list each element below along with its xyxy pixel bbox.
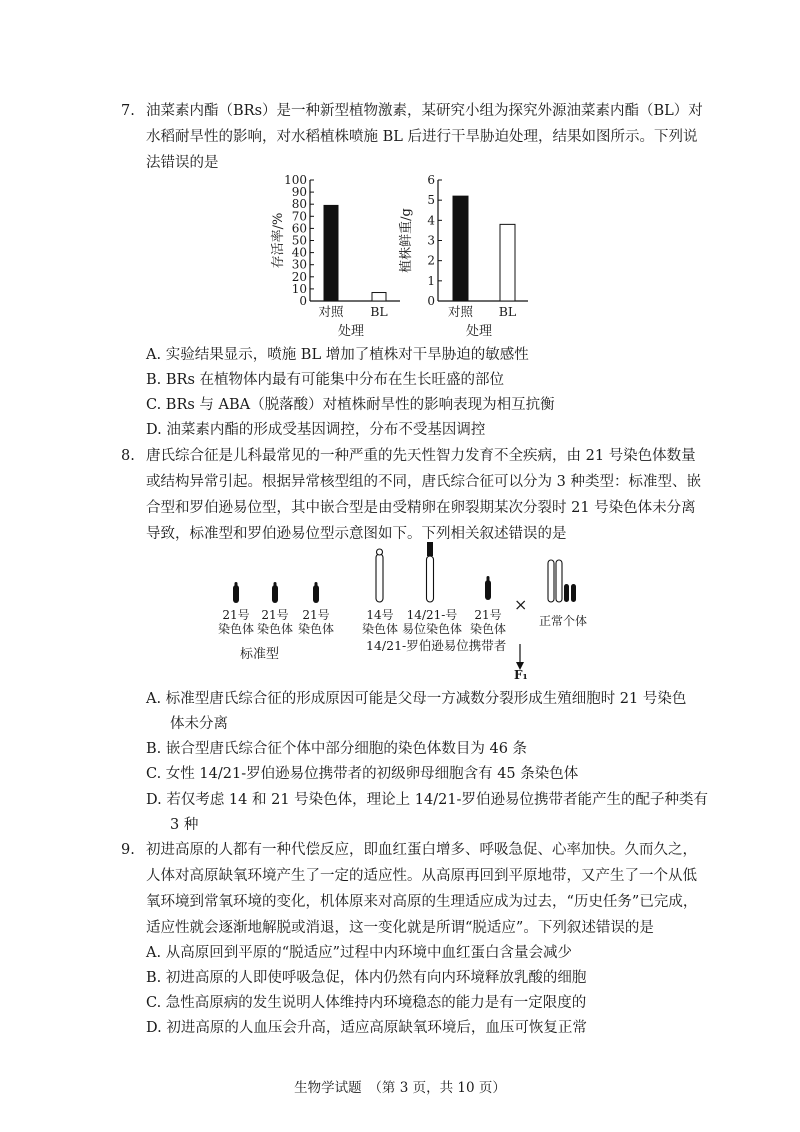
option-a[interactable] bbox=[146, 943, 572, 963]
chromosome-label: 21号 染色体 bbox=[297, 608, 334, 636]
y-tick-label: 60 bbox=[291, 221, 307, 236]
option-b[interactable] bbox=[146, 968, 586, 988]
y-tick-label: 70 bbox=[291, 209, 307, 224]
stem-line: 导致，标准型和罗伯逊易位型示意图如下。下列相关叙述错误的是 bbox=[146, 526, 567, 542]
y-tick-label: 0 bbox=[427, 294, 435, 308]
y-tick-label: 10 bbox=[291, 281, 307, 296]
question-number: 9. bbox=[121, 842, 135, 858]
chart-survival-rate bbox=[271, 173, 400, 339]
chromosome-label: 21号 染色体 bbox=[217, 608, 254, 636]
chromosome-label: 14/21-号 易位染色体 bbox=[401, 608, 462, 636]
option-b[interactable] bbox=[146, 370, 504, 390]
y-tick-label: 5 bbox=[427, 193, 435, 208]
question-number: 7. bbox=[121, 103, 135, 119]
option-text: 初进高原的人即使呼吸急促，体内仍然有向内环境释放乳酸的细胞 bbox=[165, 970, 587, 986]
option-d[interactable] bbox=[146, 1018, 587, 1038]
option-label: B. bbox=[146, 372, 162, 388]
y-tick-label: 40 bbox=[291, 245, 307, 260]
category-label: BL bbox=[370, 304, 388, 319]
stem-line: 初进高原的人都有一种代偿反应，即血红蛋白增多、呼吸急促、心率加快。久而久之， bbox=[146, 842, 697, 858]
chromosome-21-icon bbox=[485, 576, 491, 600]
y-tick-label: 3 bbox=[427, 233, 435, 248]
chart-fresh-weight bbox=[398, 173, 528, 339]
option-label: C. bbox=[146, 397, 162, 413]
translocation-chromosome-icon bbox=[427, 542, 434, 602]
option-c[interactable] bbox=[146, 395, 555, 415]
y-axis-label: 植株鲜重/g bbox=[399, 208, 414, 273]
bar-control bbox=[324, 205, 338, 301]
category-label: 对照 bbox=[318, 304, 344, 319]
chromosome-label: 14号 染色体 bbox=[361, 608, 398, 636]
option-text: 从高原回到平原的“脱适应”过程中内环境中血红蛋白含量会减少 bbox=[165, 945, 573, 961]
y-tick-label: 20 bbox=[291, 269, 307, 284]
option-label: B. bbox=[146, 741, 162, 757]
option-c[interactable] bbox=[146, 764, 578, 784]
bar-bl bbox=[372, 293, 386, 301]
option-a[interactable] bbox=[146, 345, 529, 365]
page-footer: 生物学试题 （第 3 页，共 10 页） bbox=[294, 1080, 506, 1096]
y-tick-label: 30 bbox=[291, 257, 307, 272]
option-b[interactable] bbox=[146, 739, 527, 759]
option-text: BRs 在植物体内最有可能集中分布在生长旺盛的部位 bbox=[165, 372, 504, 388]
option-text: 油菜素内酯的形成受基因调控，分布不受基因调控 bbox=[166, 422, 486, 438]
y-tick-label: 4 bbox=[427, 213, 435, 228]
option-text: 若仅考虑 14 和 21 号染色体，理论上 14/21-罗伯逊易位携带者能产生的配子种类有 bbox=[166, 792, 708, 808]
y-tick-label: 80 bbox=[291, 197, 307, 212]
option-c[interactable] bbox=[146, 993, 586, 1013]
category-label: BL bbox=[498, 304, 517, 319]
option-label: B. bbox=[146, 970, 162, 986]
option-text: 初进高原的人血压会升高，适应高原缺氧环境后，血压可恢复正常 bbox=[166, 1020, 587, 1036]
cross-symbol: × bbox=[514, 595, 528, 614]
option-label: A. bbox=[146, 691, 162, 707]
option-text: 嵌合型唐氏综合征个体中部分细胞的染色体数目为 46 条 bbox=[165, 741, 528, 757]
option-text: 标准型唐氏综合征的形成原因可能是父母一方减数分裂形成生殖细胞时 21 号染色 bbox=[165, 691, 687, 707]
stem-line: 水稻耐旱性的影响，对水稻植株喷施 BL 后进行干旱胁迫处理，结果如图所示。下列说 bbox=[146, 129, 698, 145]
option-label: A. bbox=[146, 945, 162, 961]
carrier-caption: 14/21-罗伯逊易位携带者 bbox=[366, 638, 507, 653]
y-tick-label: 100 bbox=[284, 173, 307, 187]
option-label: D. bbox=[146, 1020, 162, 1036]
standard-type-caption: 标准型 bbox=[240, 647, 280, 662]
option-label: D. bbox=[146, 792, 162, 808]
y-axis-label: 存活率/% bbox=[271, 212, 286, 269]
option-label: C. bbox=[146, 766, 162, 782]
f1-label: F₁ bbox=[514, 668, 528, 682]
chromosome-21-icon bbox=[272, 582, 278, 603]
option-text: 实验结果显示，喷施 BL 增加了植株对干旱胁迫的敏感性 bbox=[165, 347, 529, 363]
y-tick-label: 0 bbox=[299, 294, 307, 308]
option-d[interactable] bbox=[146, 790, 708, 810]
stem-line: 氧环境到常氧环境的变化，机体原来对高原的生理适应成为过去，“历史任务”已完成， bbox=[146, 894, 698, 910]
normal-individual-label: 正常个体 bbox=[539, 614, 588, 628]
bar-control bbox=[453, 196, 468, 301]
option-text: BRs 与 ABA（脱落酸）对植株耐旱性的影响表现为相互抗衡 bbox=[165, 397, 555, 413]
y-tick-label: 6 bbox=[427, 173, 435, 187]
y-tick-label: 1 bbox=[427, 273, 435, 288]
y-tick-label: 50 bbox=[291, 233, 307, 248]
chromosome-14-icon bbox=[376, 549, 383, 602]
option-a[interactable] bbox=[146, 689, 686, 709]
option-label: A. bbox=[146, 347, 162, 363]
stem-line: 合型和罗伯逊易位型，其中嵌合型是由受精卵在卵裂期某次分裂时 21 号染色体未分离 bbox=[146, 500, 696, 516]
option-label: D. bbox=[146, 422, 162, 438]
stem-line: 油菜素内酯（BRs）是一种新型植物激素，某研究小组为探究外源油菜素内酯（BL）对 bbox=[146, 103, 703, 119]
stem-line: 或结构异常引起。根据异常核型组的不同，唐氏综合征可以分为 3 种类型：标准型、嵌 bbox=[146, 474, 701, 490]
category-label: 对照 bbox=[447, 304, 474, 319]
stem-line: 人体对高原缺氧环境产生了一定的适应性。从高原再回到平原地带，又产生了一个从低 bbox=[146, 868, 697, 884]
x-axis-label: 处理 bbox=[337, 324, 365, 339]
chromosome-label: 21号 染色体 bbox=[469, 608, 506, 636]
option-d[interactable] bbox=[146, 420, 485, 440]
chromosome-label: 21号 染色体 bbox=[256, 608, 293, 636]
stem-line: 唐氏综合征是儿科最常见的一种严重的先天性智力发育不全疾病，由 21 号染色体数量 bbox=[146, 448, 696, 464]
bar-bl bbox=[500, 224, 515, 301]
chromosome-diagram bbox=[200, 540, 620, 685]
y-tick-label: 2 bbox=[427, 253, 435, 268]
chromosome-21-icon bbox=[313, 582, 319, 603]
chromosome-21-icon bbox=[233, 582, 239, 603]
option-text: 急性高原病的发生说明人体维持内环境稳态的能力是有一定限度的 bbox=[165, 995, 587, 1011]
option-d-continued: 3 种 bbox=[170, 817, 199, 833]
question-number: 8. bbox=[121, 448, 135, 464]
bar-charts bbox=[255, 168, 545, 343]
x-axis-label: 处理 bbox=[465, 324, 493, 339]
option-label: C. bbox=[146, 995, 162, 1011]
option-text: 女性 14/21-罗伯逊易位携带者的初级卵母细胞含有 45 条染色体 bbox=[165, 766, 579, 782]
stem-line: 法错误的是 bbox=[146, 155, 219, 171]
stem-line: 适应性就会逐渐地解脱或消退，这一变化就是所谓“脱适应”。下列叙述错误的是 bbox=[146, 920, 654, 936]
normal-chromosomes-icon bbox=[548, 560, 576, 602]
y-tick-label: 90 bbox=[291, 185, 307, 200]
option-a-continued: 体未分离 bbox=[170, 716, 228, 732]
down-arrow-icon bbox=[516, 644, 524, 670]
